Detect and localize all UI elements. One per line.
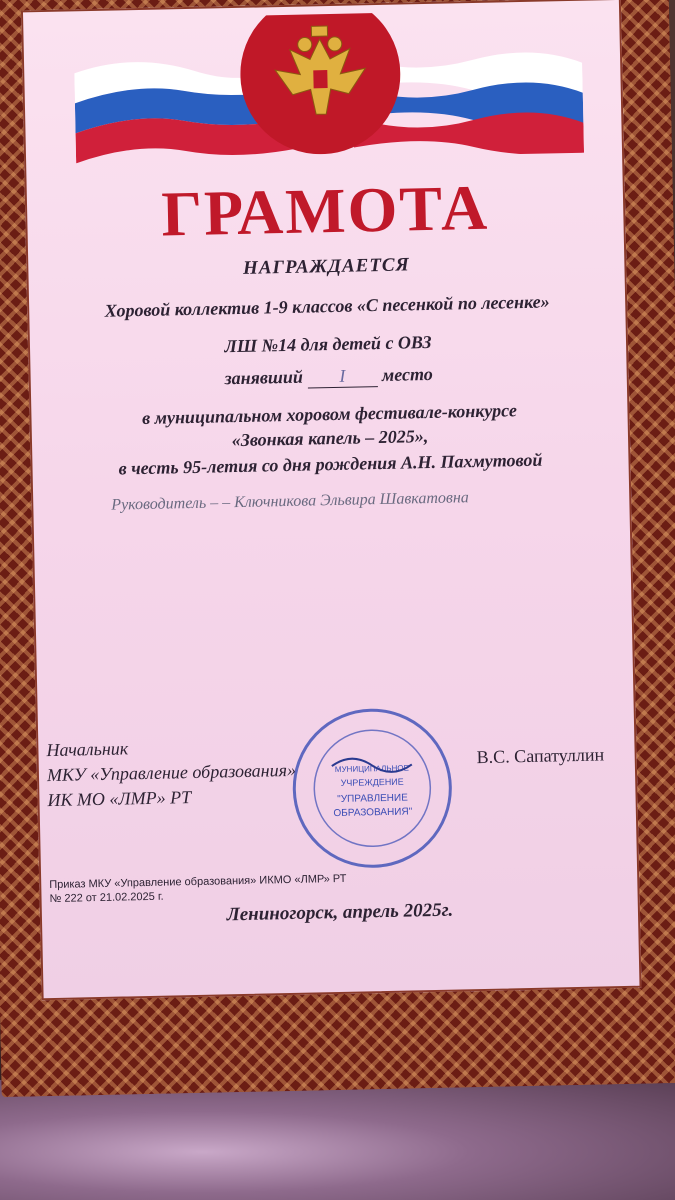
stamp-text-2: УЧРЕЖДЕНИЕ [340, 776, 404, 788]
place-value: I [307, 365, 377, 388]
event-line-2: «Звонкая капель – 2025», [231, 426, 429, 451]
certificate-title: ГРАМОТА [160, 171, 490, 250]
recipient-line-1: Хоровой коллектив 1-9 классов «С песенкой по лесенке» [104, 291, 550, 321]
official-stamp [286, 702, 460, 876]
place-line [29, 360, 629, 395]
order-reference [49, 872, 347, 906]
boss-line-3: ИК МО «ЛМР» РТ [47, 787, 192, 811]
place-prefix: занявший [224, 366, 304, 389]
boss-line-1: Начальник [46, 738, 129, 761]
signer-name: В.С. Сапатуллин [476, 744, 605, 768]
awarded-heading: НАГРАЖДАЕТСЯ [242, 254, 410, 279]
place-suffix: место [381, 363, 433, 385]
boss-line-2: МКУ «Управление образования» [46, 759, 297, 786]
stamp-text-4: ОБРАЗОВАНИЯ" [333, 806, 413, 820]
event-line-3: в честь 95-летия со дня рождения А.Н. Пахмутовой [118, 449, 543, 479]
event-line-1: в муниципальном хоровом фестивале-конкурсе [141, 400, 518, 429]
coat-of-arms-icon [239, 13, 402, 156]
order-line-1: Приказ МКУ «Управление образования» ИКМО «ЛМР» РТ [49, 872, 347, 892]
recipient-line-2: ЛШ №14 для детей с ОВЗ [224, 331, 432, 357]
certificate-paper [21, 0, 642, 1000]
order-line-2: № 222 от 21.02.2025 г. [49, 890, 164, 906]
stamp-text-1: МУНИЦИПАЛЬНОЕ [334, 763, 410, 775]
stamp-text-3: "УПРАВЛЕНИЕ [337, 792, 408, 806]
head-signature-block [46, 733, 297, 813]
city-date: Лениногорск, апрель 2025г. [226, 899, 454, 926]
fabric-background [0, 1080, 675, 1200]
leader-line: Руководитель – – Ключникова Эльвира Шавкатовна [111, 489, 469, 514]
